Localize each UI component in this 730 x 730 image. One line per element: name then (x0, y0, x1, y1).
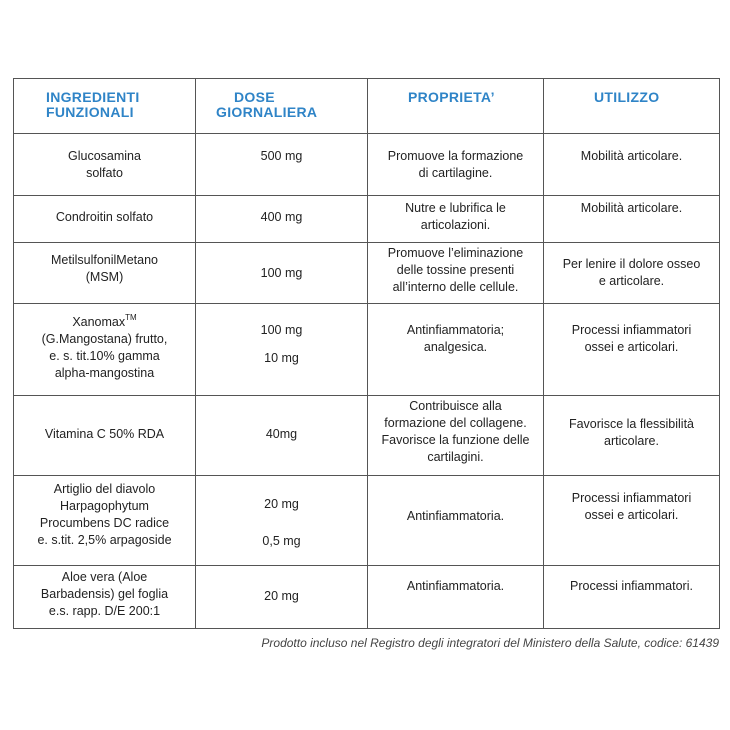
use-text: Per lenire il dolore osseo (562, 257, 701, 271)
property-cell (368, 476, 544, 566)
dose-text: 40mg (265, 427, 298, 441)
use-text: e articolare. (598, 274, 665, 288)
dose-cell (196, 304, 368, 396)
dose-text: 0,5 mg (262, 534, 301, 548)
dose-text: 100 mg (260, 323, 303, 337)
header-dose (196, 79, 368, 134)
property-cell (368, 243, 544, 304)
ingredient-cell (14, 243, 196, 304)
ingredient-text: (G.Mangostana) frutto, (41, 332, 168, 346)
ingredient-text: (MSM) (85, 270, 124, 284)
dose-cell (196, 396, 368, 476)
header-properties-label: PROPRIETA’ (408, 89, 495, 105)
brand-name: Xanomax (72, 315, 126, 329)
dose-text: 10 mg (264, 351, 299, 365)
use-cell (544, 476, 720, 566)
use-text: Processi infiammatori. (570, 579, 693, 593)
use-text: ossei e articolari. (584, 340, 679, 354)
property-cell (368, 396, 544, 476)
ingredient-text: Condroitin solfato (55, 210, 154, 224)
ingredients-table (13, 78, 720, 629)
ingredients-table-container (13, 78, 719, 629)
header-properties (368, 79, 544, 134)
property-text: Antinfiammatoria. (406, 509, 505, 523)
ingredient-cell (14, 566, 196, 629)
property-text: di cartilagine. (418, 166, 493, 180)
ingredient-text: MetilsulfonilMetano (51, 253, 158, 267)
header-dose-line-2: GIORNALIERA (216, 104, 318, 120)
ingredient-text: Procumbens DC radice (39, 516, 170, 530)
header-use (544, 79, 720, 134)
property-text: Antinfiammatoria; (406, 323, 505, 337)
ingredient-text: Vitamina C 50% RDA (44, 427, 165, 441)
ingredient-text: Barbadensis) gel foglia (40, 587, 169, 601)
table-row (14, 396, 720, 476)
header-ingredients-line-2: FUNZIONALI (46, 104, 134, 120)
dose-cell (196, 196, 368, 243)
use-text: articolare. (604, 434, 659, 448)
dose-cell (196, 476, 368, 566)
use-text: Mobilità articolare. (580, 149, 683, 163)
property-text: Promuove la formazione (387, 149, 524, 163)
property-cell (368, 566, 544, 629)
use-text: Mobilità articolare. (580, 201, 683, 215)
property-cell (368, 134, 544, 196)
ingredient-cell (14, 196, 196, 243)
ingredient-text: Artiglio del diavolo (53, 482, 156, 496)
ingredient-text: Aloe vera (Aloe (61, 570, 148, 584)
header-ingredients (14, 79, 196, 134)
ingredient-cell (14, 476, 196, 566)
property-text: Antinfiammatoria. (406, 579, 505, 593)
header-dose-line-1: DOSE (234, 89, 275, 105)
ingredient-text: e. s. tit.10% gamma (49, 349, 160, 363)
use-cell (544, 196, 720, 243)
property-text: articolazioni. (420, 218, 491, 232)
dose-text: 500 mg (260, 149, 303, 163)
property-text: delle tossine presenti (396, 263, 515, 277)
header-ingredients-line-1: INGREDIENTI (46, 89, 140, 105)
use-text: Favorisce la flessibilità (568, 417, 695, 431)
use-cell (544, 396, 720, 476)
header-use-label: UTILIZZO (594, 89, 660, 105)
property-cell (368, 304, 544, 396)
table-row (14, 134, 720, 196)
property-text: Nutre e lubrifica le (405, 201, 506, 215)
property-text: cartilagini. (427, 450, 484, 464)
table-row (14, 243, 720, 304)
property-text: all’interno delle cellule. (392, 280, 519, 294)
table-row (14, 566, 720, 629)
ingredient-text: alpha-mangostina (54, 366, 155, 380)
ingredient-brand (20, 314, 189, 331)
dose-text: 20 mg (264, 589, 299, 603)
property-cell (368, 196, 544, 243)
property-text: Promuove l’eliminazione (387, 246, 524, 260)
header-row (14, 79, 720, 134)
use-text: Processi infiammatori (571, 491, 692, 505)
use-cell (544, 134, 720, 196)
dose-text: 100 mg (260, 266, 303, 280)
ingredient-text: Glucosamina (68, 149, 141, 163)
ingredient-text: e.s. rapp. D/E 200:1 (48, 604, 161, 618)
property-text: Contribuisce alla (409, 399, 502, 413)
property-text: analgesica. (423, 340, 488, 354)
trademark-sup: TM (125, 313, 137, 322)
use-cell (544, 243, 720, 304)
dose-text: 400 mg (260, 210, 303, 224)
use-text: Processi infiammatori (571, 323, 692, 337)
use-cell (544, 304, 720, 396)
dose-cell (196, 134, 368, 196)
dose-cell (196, 243, 368, 304)
table-row (14, 196, 720, 243)
property-text: formazione del collagene. (384, 416, 527, 430)
table-row (14, 304, 720, 396)
use-text: ossei e articolari. (584, 508, 679, 522)
use-cell (544, 566, 720, 629)
ingredient-text: Harpagophytum (60, 499, 149, 513)
ingredient-text: solfato (86, 166, 123, 180)
dose-cell (196, 566, 368, 629)
ingredient-cell (14, 304, 196, 396)
ingredient-text: e. s.tit. 2,5% arpagoside (37, 533, 172, 547)
property-text: Favorisce la funzione delle (381, 433, 530, 447)
ingredient-cell (14, 396, 196, 476)
dose-text: 20 mg (264, 497, 299, 511)
table-row (14, 476, 720, 566)
registry-footnote: Prodotto incluso nel Registro degli integratori del Ministero della Salute, codice: 61439 (261, 636, 719, 650)
ingredient-cell (14, 134, 196, 196)
